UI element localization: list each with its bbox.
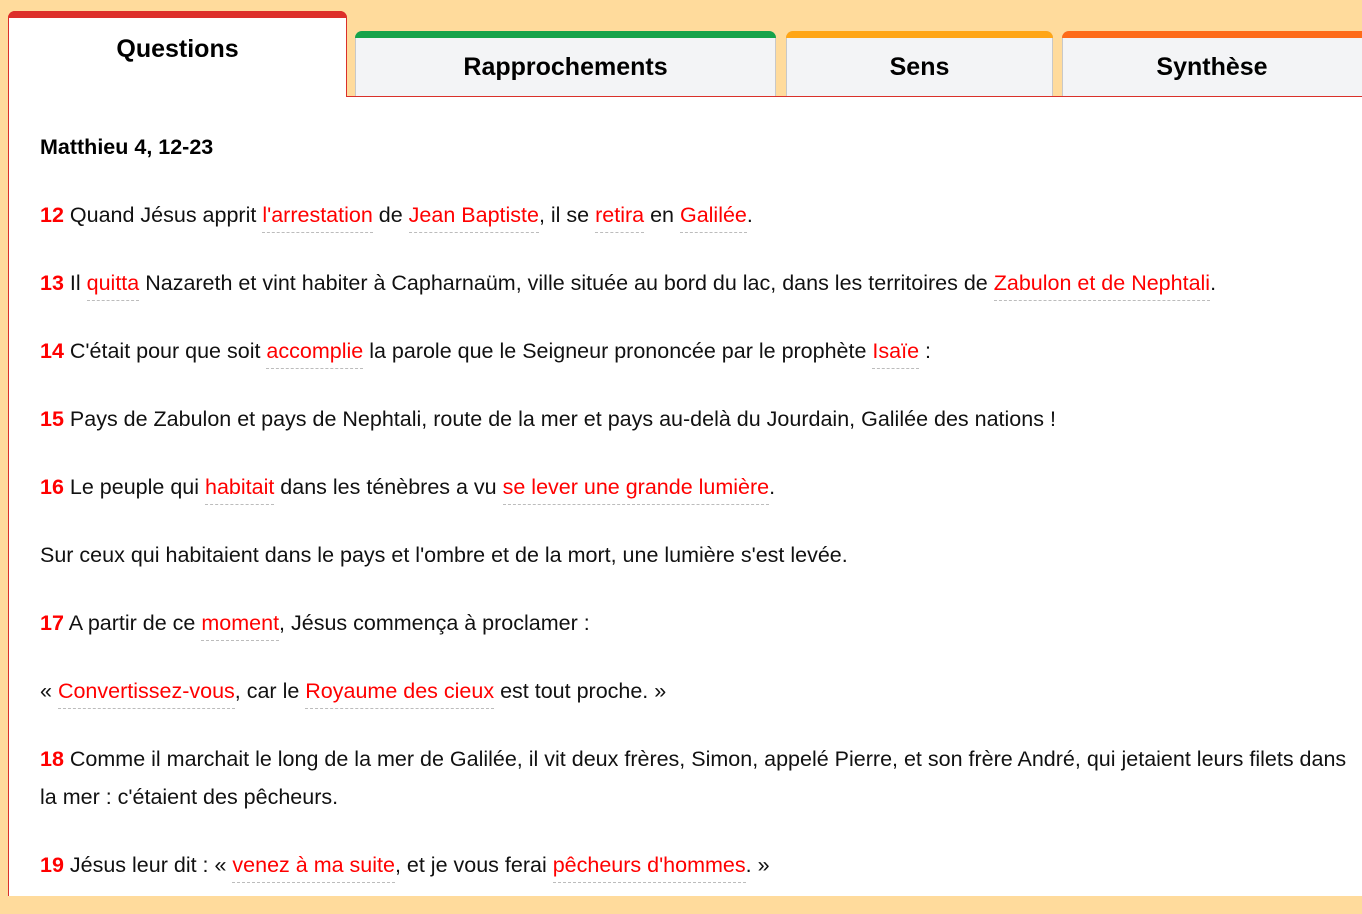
verse-text: de bbox=[372, 203, 409, 227]
highlighted-term[interactable]: Royaume des cieux bbox=[305, 679, 494, 709]
verse bbox=[40, 672, 1350, 710]
verse-text: Le peuple qui bbox=[63, 475, 205, 499]
verse-text: « bbox=[40, 679, 58, 703]
highlighted-term[interactable]: l'arrestation bbox=[262, 203, 372, 233]
tab-bar bbox=[0, 0, 1362, 97]
verse-text: : bbox=[919, 339, 931, 363]
verse-text: est tout proche. » bbox=[494, 679, 667, 703]
verse-text: Quand Jésus apprit bbox=[63, 203, 263, 227]
verse-text: , Jésus commença à proclamer : bbox=[279, 611, 590, 635]
highlighted-term[interactable]: quitta bbox=[87, 271, 140, 301]
verse-text: . » bbox=[745, 853, 770, 877]
highlighted-term[interactable]: se lever une grande lumière bbox=[503, 475, 770, 505]
verse-text: en bbox=[644, 203, 680, 227]
verse bbox=[40, 740, 1350, 816]
verse-text: la parole que le Seigneur prononcée par le prophète bbox=[363, 339, 873, 363]
verse-text: Comme il marchait le long de la mer de Galilée, il vit deux frères, Simon, appelé Pierre, et son frère André, qui jetaient leurs filets dans la mer : c'étaient des pêcheurs. bbox=[40, 747, 1347, 809]
verse-text: . bbox=[1210, 271, 1217, 295]
verse-text: , et je vous ferai bbox=[394, 853, 553, 877]
highlighted-term[interactable]: Isaïe bbox=[872, 339, 919, 369]
verse bbox=[40, 604, 1350, 642]
verse-text: . bbox=[769, 475, 776, 499]
verse-text: , il se bbox=[538, 203, 596, 227]
highlighted-term[interactable]: moment bbox=[201, 611, 279, 641]
highlighted-term[interactable]: pêcheurs d'hommes bbox=[553, 853, 746, 883]
verse-number: 19 bbox=[40, 853, 64, 877]
verse-text: Pays de Zabulon et pays de Nephtali, route de la mer et pays au-delà du Jourdain, Galilée des nations ! bbox=[63, 407, 1056, 431]
highlighted-term[interactable]: Zabulon et de Nephtali bbox=[994, 271, 1210, 301]
verse bbox=[40, 536, 1350, 574]
verse-list bbox=[40, 196, 1350, 884]
tab-color-bar bbox=[8, 11, 347, 18]
verse-text: , car le bbox=[234, 679, 306, 703]
verse-text: Jésus leur dit : « bbox=[63, 853, 233, 877]
highlighted-term[interactable]: Convertissez-vous bbox=[58, 679, 235, 709]
verse-number: 13 bbox=[40, 271, 64, 295]
tab-label: Questions bbox=[116, 35, 239, 63]
verse-number: 15 bbox=[40, 407, 64, 431]
tab-label: Synthèse bbox=[1156, 52, 1268, 81]
verse-text: Il bbox=[63, 271, 87, 295]
tab-synthese[interactable] bbox=[1062, 31, 1362, 96]
highlighted-term[interactable]: habitait bbox=[205, 475, 274, 505]
verse-text: A partir de ce bbox=[63, 611, 202, 635]
passage-reference: Matthieu 4, 12-23 bbox=[40, 135, 214, 159]
tab-rapprochements[interactable] bbox=[355, 31, 776, 96]
verse bbox=[40, 196, 1350, 234]
tab-label: Rapprochements bbox=[463, 52, 668, 81]
verse-text: dans les ténèbres a vu bbox=[274, 475, 503, 499]
verse-text: Nazareth et vint habiter à Capharnaüm, ville située au bord du lac, dans les territoires de bbox=[139, 271, 994, 295]
verse-number: 16 bbox=[40, 475, 64, 499]
verse bbox=[40, 846, 1350, 884]
highlighted-term[interactable]: Galilée bbox=[680, 203, 747, 233]
highlighted-term[interactable]: retira bbox=[595, 203, 644, 233]
verse-text: C'était pour que soit bbox=[63, 339, 267, 363]
verse bbox=[40, 332, 1350, 370]
tab-sens[interactable] bbox=[786, 31, 1053, 96]
verse-text: Sur ceux qui habitaient dans le pays et l'ombre et de la mort, une lumière s'est levée. bbox=[40, 543, 848, 567]
verse-number: 17 bbox=[40, 611, 64, 635]
verse-number: 12 bbox=[40, 203, 64, 227]
verse bbox=[40, 468, 1350, 506]
tab-color-bar bbox=[786, 31, 1053, 38]
tab-label: Sens bbox=[889, 52, 950, 81]
tab-questions[interactable] bbox=[8, 11, 347, 97]
tab-color-bar bbox=[355, 31, 776, 38]
verse bbox=[40, 264, 1350, 302]
highlighted-term[interactable]: Jean Baptiste bbox=[409, 203, 539, 233]
verse bbox=[40, 400, 1350, 438]
verse-number: 18 bbox=[40, 747, 64, 771]
passage-content bbox=[40, 128, 1350, 914]
highlighted-term[interactable]: accomplie bbox=[266, 339, 363, 369]
highlighted-term[interactable]: venez à ma suite bbox=[232, 853, 395, 883]
tab-color-bar bbox=[1062, 31, 1362, 38]
verse-text: . bbox=[746, 203, 753, 227]
verse-number: 14 bbox=[40, 339, 64, 363]
